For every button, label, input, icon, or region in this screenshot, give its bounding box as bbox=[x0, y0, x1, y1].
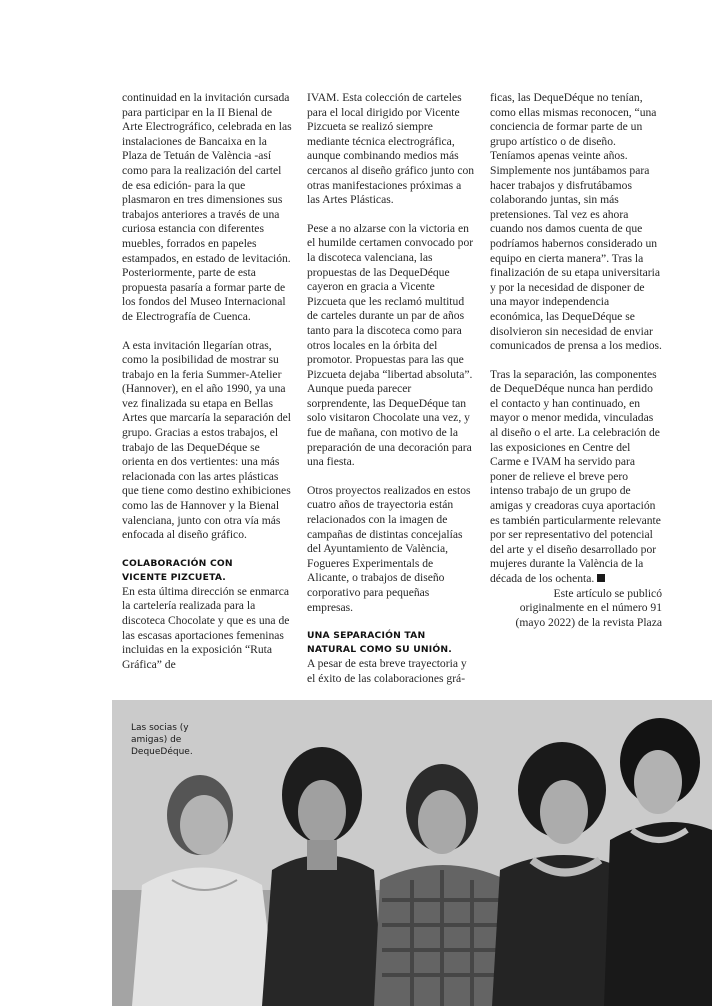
paragraph: COLABORACIÓN CON VICENTE PIZCUETA. En esta última dirección se enmarca la cartelería realizada para la discoteca Chocolate y que es una de las escasas aportaciones femeninas incluidas en la exposición “Ruta Gráfica” de bbox=[122, 557, 292, 673]
article-credit: Este artículo se publicó originalmente en el número 91 (mayo 2022) de la revista Plaza bbox=[515, 586, 662, 629]
section-heading: UNA SEPARACIÓN TAN NATURAL COMO SU UNIÓN. bbox=[307, 630, 452, 656]
paragraph: UNA SEPARACIÓN TAN NATURAL COMO SU UNIÓN. A pesar de esta breve trayectoria y el éxito de las colaboraciones grá- bbox=[307, 629, 476, 686]
photo-caption: Las socias (y amigas) de DequeDéque. bbox=[131, 723, 193, 757]
text-column-3 bbox=[490, 91, 662, 644]
paragraph: Otros proyectos realizados en estos cuatro años de trayectoria están relacionados con la imagen de campañas de distintas concejalías del Ayuntamiento de València, Fogueres Experimentals de Alicante, o trabajos de diseño corporativo para pequeñas empresas. bbox=[307, 483, 471, 614]
paragraph: Pese a no alzarse con la victoria en el humilde certamen convocado por la discoteca valenciana, las propuestas de las DequeDéque cayeron en gracia a Vicente Pizcueta que les reclamó multitud de carteles durante un par de años tanto para la discoteca como para otros locales en la órbita del promotor. Propuestas para las que Pizcueta dejaba “libertad absoluta”. Aunque pueda parecer sorprendente, las DequeDéque tan solo visitaron Chocolate una vez, y fue de mañana, con motivo de la preparación de una decoración para una fiesta. bbox=[307, 221, 474, 469]
paragraph: Tras la separación, las componentes de DequeDéque nunca han perdido el contacto y han continuado, en mayor o menor medida, vinculadas al diseño o el arte. La celebración de las exposiciones en Centre del Carme e IVAM ha servido para poner de relieve el breve pero intenso trabajo de un grupo de amigas y creadoras cuya aportación es también particularmente relevante por ser representativo del potencial del arte y el diseño desarrollado por mujeres durante la València de la década de los ochenta. bbox=[490, 367, 661, 585]
paragraph: ficas, las DequeDéque no tenían, como ellas mismas reconocen, “una conciencia de formar parte de un grupo artístico o de diseño. Teníamos apenas veinte años. Simplemente nos juntábamos para hacer trabajos y disfrutábamos colaborando juntas, sin más pretensiones. Tal vez es ahora cuando nos damos cuenta de que podríamos habernos considerado un equipo en cierta manera”. Tras la finalización de su etapa universitaria y por la necesidad de disponer de una mayor independencia económica, las DequeDéque se disolvieron sin necesidad de enviar comunicados de prensa a los medios. bbox=[490, 91, 662, 353]
end-mark-icon bbox=[597, 574, 605, 582]
paragraph: IVAM. Esta colección de carteles para el local dirigido por Vicente Pizcueta se realizó siempre mediante técnica electrográfica, aunque combinando medios más cercanos al diseño gráfico junto con otras manifestaciones próximas a las Artes Plásticas. bbox=[307, 91, 475, 207]
paragraph: continuidad en la invitación cursada para participar en la II Bienal de Arte Electrográfico, celebrada en las instalaciones de Bancaixa en la Plaza de Tetuán de València -así como para la realización del cartel de esa edición- para la que plasmaron en tres dimensiones sus trabajos anteriores a través de una curiosa estancia con diferentes muebles, forrados en papeles estampados, en estado de levitación. Posteriormente, parte de esta propuesta pasaría a formar parte de los fondos del Museo Internacional de Electrografía de Cuenca. bbox=[122, 91, 292, 323]
text-column-2 bbox=[307, 91, 476, 686]
paragraph: A esta invitación llegarían otras, como la posibilidad de mostrar su trabajo en la feria Summer-Atelier (Hannover), en el año 1990, ya una vez finalizada su etapa en Bellas Artes que marcaría la separación del grupo. Gracias a estos trabajos, el trabajo de las DequeDéque se orienta en dos vertientes: una más relacionada con las artes plásticas que tiene como destino exhibiciones como las de Hannover y la Bienal valenciana, junto con otra vía más enfocada al diseño gráfico. bbox=[122, 338, 291, 542]
section-heading: COLABORACIÓN CON VICENTE PIZCUETA. bbox=[122, 557, 233, 583]
text-column-1 bbox=[122, 91, 292, 672]
